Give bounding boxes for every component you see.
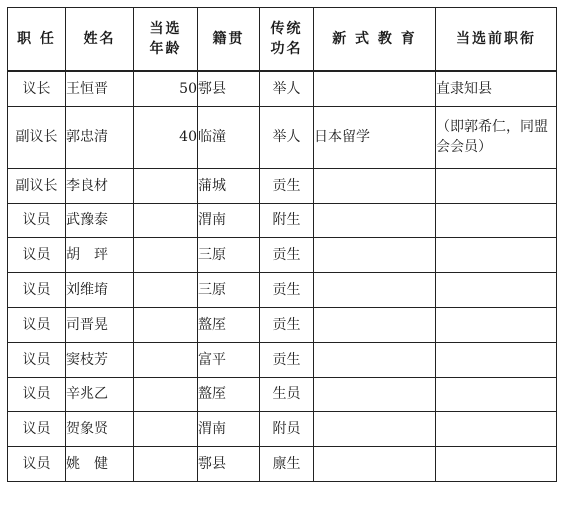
cell-age [134,238,198,273]
cell-education [314,168,436,203]
cell-degree: 贡生 [260,273,314,308]
cell-education [314,342,436,377]
header-degree-line1: 传统 [270,21,303,37]
header-origin: 籍贯 [198,8,260,72]
cell-age [134,307,198,342]
header-position: 职 任 [8,8,66,72]
cell-name: 窦枝芳 [66,342,134,377]
table-row [8,106,557,168]
cell-position: 议员 [8,447,66,482]
cell-origin: 三原 [198,238,260,273]
cell-name: 胡 玶 [66,238,134,273]
cell-education [314,412,436,447]
cell-degree: 附生 [260,203,314,238]
cell-prior-post [436,307,557,342]
cell-name: 武豫泰 [66,203,134,238]
header-age-line1: 当选 [149,21,182,37]
cell-age [134,447,198,482]
cell-origin: 盩厔 [198,377,260,412]
cell-degree: 贡生 [260,307,314,342]
table-row [8,377,557,412]
cell-position: 议员 [8,412,66,447]
header-age [134,8,198,72]
cell-position: 议员 [8,342,66,377]
cell-degree: 举人 [260,71,314,106]
cell-origin: 渭南 [198,412,260,447]
cell-age: 40 [134,106,198,168]
table-row [8,71,557,106]
cell-origin: 鄠县 [198,71,260,106]
cell-name: 姚 健 [66,447,134,482]
cell-age [134,412,198,447]
cell-name: 辛兆乙 [66,377,134,412]
cell-degree: 贡生 [260,168,314,203]
cell-age: 50 [134,71,198,106]
cell-prior-post: （即郭希仁，同盟会会员） [436,106,557,168]
cell-education [314,447,436,482]
cell-position: 副议长 [8,106,66,168]
cell-prior-post [436,203,557,238]
table-row [8,238,557,273]
cell-education [314,203,436,238]
table-header-row [8,8,557,72]
table-row [8,203,557,238]
table-row [8,342,557,377]
council-member-table [7,7,557,482]
cell-position: 议员 [8,377,66,412]
cell-age [134,273,198,308]
table-row [8,273,557,308]
cell-education [314,307,436,342]
header-name: 姓名 [66,8,134,72]
header-degree [260,8,314,72]
cell-prior-post [436,447,557,482]
cell-degree: 廪生 [260,447,314,482]
cell-origin: 蒲城 [198,168,260,203]
cell-education [314,238,436,273]
cell-origin: 鄠县 [198,447,260,482]
cell-name: 刘维堉 [66,273,134,308]
cell-age [134,342,198,377]
cell-age [134,377,198,412]
cell-name: 郭忠清 [66,106,134,168]
header-prior-post: 当选前职衔 [436,8,557,72]
cell-degree: 举人 [260,106,314,168]
cell-origin: 渭南 [198,203,260,238]
cell-name: 司晋晃 [66,307,134,342]
cell-origin: 富平 [198,342,260,377]
cell-age [134,168,198,203]
cell-education [314,377,436,412]
cell-position: 议员 [8,307,66,342]
cell-position: 议员 [8,273,66,308]
cell-origin: 三原 [198,273,260,308]
cell-degree: 贡生 [260,238,314,273]
table-row [8,168,557,203]
cell-education [314,273,436,308]
table-row [8,307,557,342]
cell-degree: 附员 [260,412,314,447]
cell-position: 议长 [8,71,66,106]
cell-degree: 贡生 [260,342,314,377]
header-degree-line2: 功名 [270,41,303,57]
header-education: 新 式 教 育 [314,8,436,72]
cell-name: 贺象贤 [66,412,134,447]
cell-origin: 盩厔 [198,307,260,342]
cell-name: 王恒晋 [66,71,134,106]
cell-position: 副议长 [8,168,66,203]
table-row [8,447,557,482]
cell-prior-post: 直隶知县 [436,71,557,106]
cell-origin: 临潼 [198,106,260,168]
cell-prior-post [436,377,557,412]
cell-prior-post [436,238,557,273]
cell-position: 议员 [8,238,66,273]
header-age-line2: 年龄 [149,41,182,57]
cell-age [134,203,198,238]
cell-prior-post [436,412,557,447]
cell-position: 议员 [8,203,66,238]
cell-prior-post [436,342,557,377]
cell-name: 李良材 [66,168,134,203]
table-row [8,412,557,447]
cell-degree: 生员 [260,377,314,412]
cell-education: 日本留学 [314,106,436,168]
cell-prior-post [436,168,557,203]
cell-education [314,71,436,106]
cell-prior-post [436,273,557,308]
